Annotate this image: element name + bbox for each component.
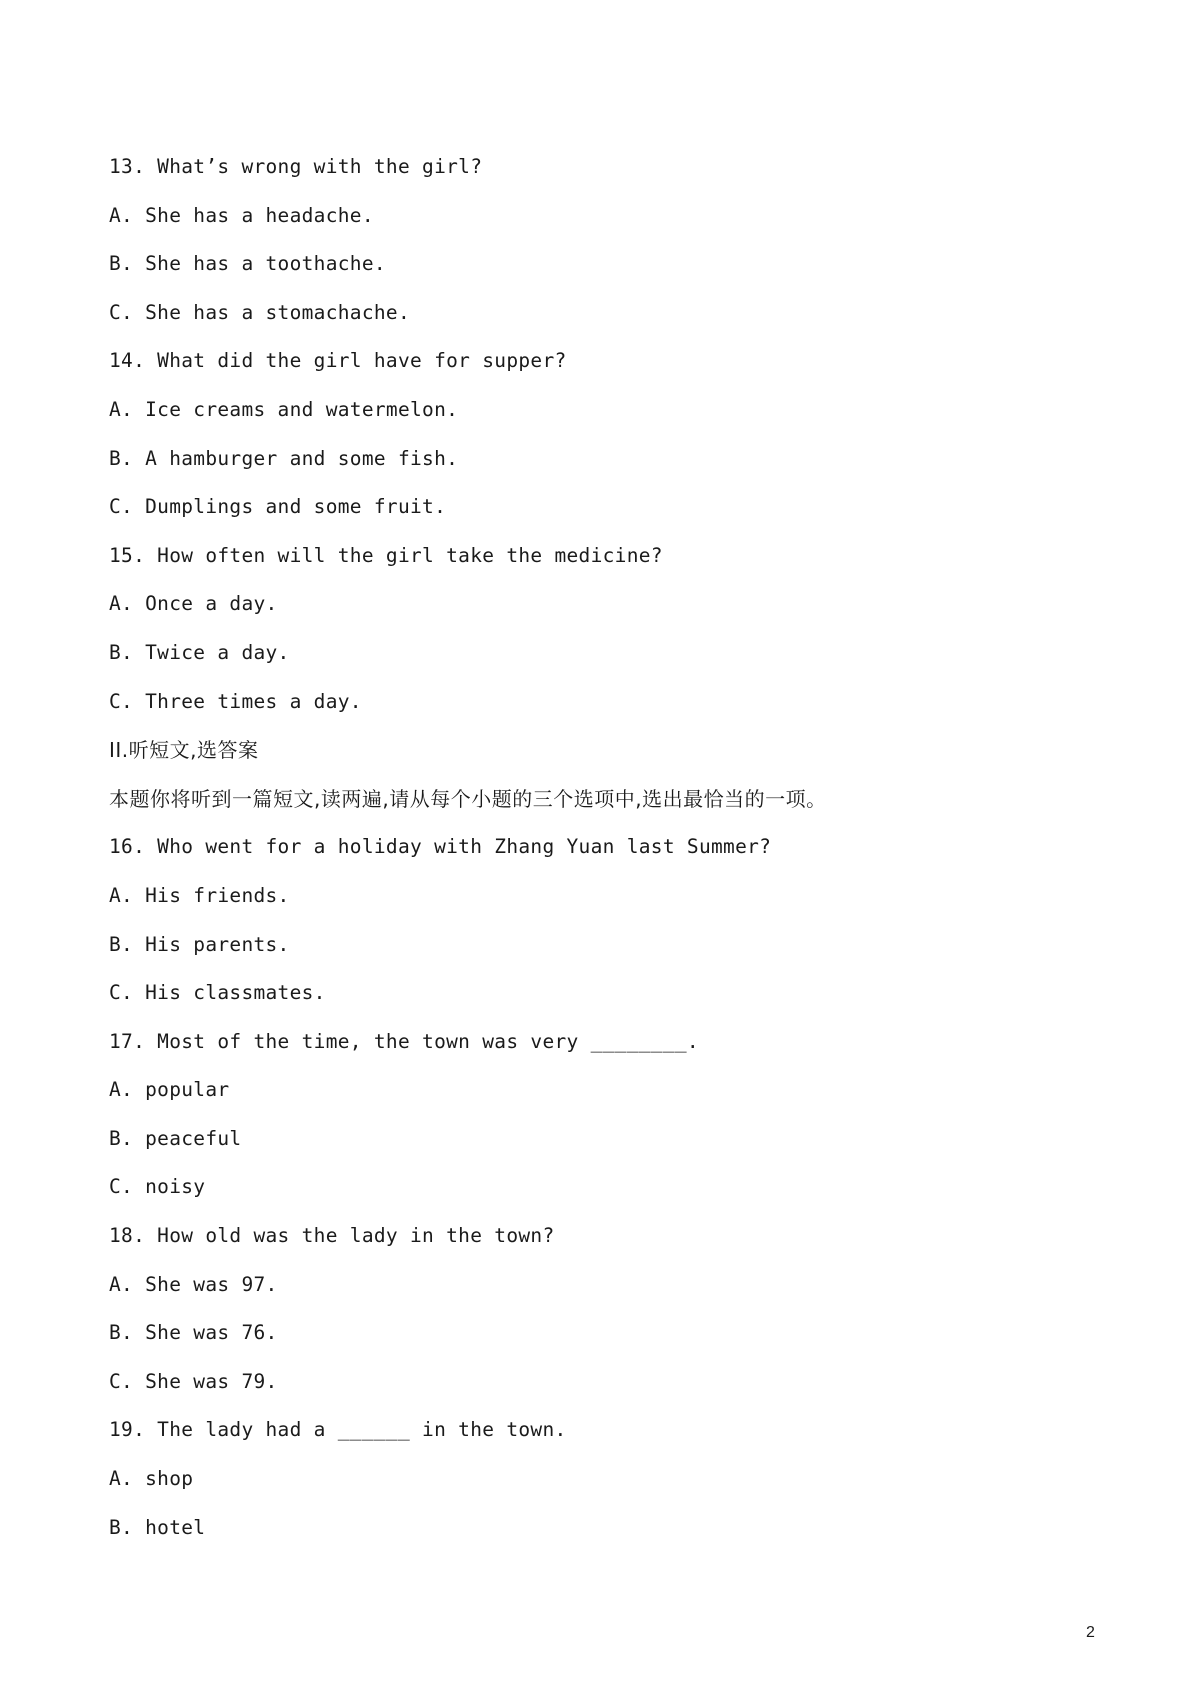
question-19-stem: 19. The lady had a ______ in the town. [109, 1418, 567, 1442]
question-list [109, 152, 1109, 1561]
question-16-option-a: A. His friends. [109, 883, 290, 907]
question-14-option-c: C. Dumplings and some fruit. [109, 495, 447, 519]
question-19-option-a: A. shop [109, 1467, 194, 1491]
question-18-option-b: B. She was 76. [109, 1321, 278, 1345]
question-17-option-a: A. popular [109, 1078, 230, 1102]
question-13-option-a: A. She has a headache. [109, 203, 374, 227]
question-16-option-b: B. His parents. [109, 932, 290, 956]
question-13-option-c: C. She has a stomachache. [109, 300, 410, 324]
question-15-option-a: A. Once a day. [109, 592, 278, 616]
question-17-option-c: C. noisy [109, 1175, 206, 1199]
question-14-option-b: B. A hamburger and some fish. [109, 446, 459, 470]
question-13-option-b: B. She has a toothache. [109, 252, 386, 276]
question-18-option-c: C. She was 79. [109, 1369, 278, 1393]
question-14-stem: 14. What did the girl have for supper? [109, 349, 567, 373]
question-15-option-c: C. Three times a day. [109, 689, 362, 713]
question-16-option-c: C. His classmates. [109, 981, 326, 1005]
section-2-instruction: 本题你将听到一篇短文,读两遍,请从每个小题的三个选项中,选出最恰当的一项。 [109, 786, 827, 811]
question-18-option-a: A. She was 97. [109, 1272, 278, 1296]
question-18-stem: 18. How old was the lady in the town? [109, 1224, 555, 1248]
question-14-option-a: A. Ice creams and watermelon. [109, 397, 459, 421]
question-13-stem: 13. What’s wrong with the girl? [109, 155, 483, 178]
question-17-option-b: B. peaceful [109, 1126, 242, 1150]
question-15-option-b: B. Twice a day. [109, 640, 290, 664]
question-19-option-b: B. hotel [109, 1515, 206, 1539]
question-15-stem: 15. How often will the girl take the medicine? [109, 543, 663, 567]
section-2-title: II.听短文,选答案 [109, 738, 259, 763]
page-number: 2 [1086, 1624, 1095, 1641]
question-16-stem: 16. Who went for a holiday with Zhang Yuan last Summer? [109, 835, 772, 859]
question-17-stem: 17. Most of the time, the town was very ________. [109, 1029, 699, 1053]
